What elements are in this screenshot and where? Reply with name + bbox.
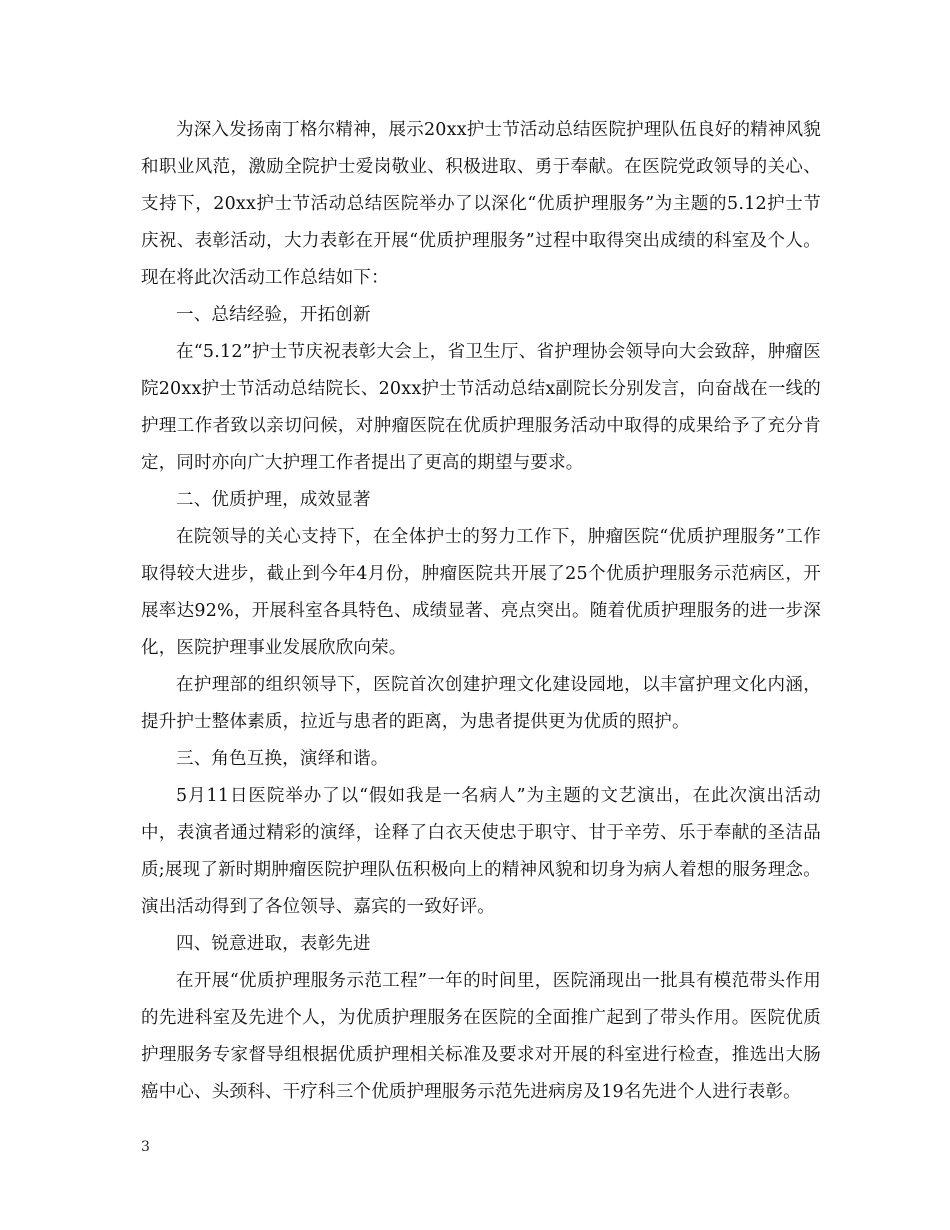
section-heading-1: 一、总结经验，开拓创新 — [176, 305, 371, 325]
section-heading-3: 三、角色互换，演绎和谐。 — [176, 749, 389, 769]
section-4-paragraph: 在开展“优质护理服务示范工程”一年的时间里，医院涌现出一批具有模范带头作用的先进科室及先进个人，为优质护理服务在医院的全面推广起到了带头作用。医院优质护理服务专家督导组根据优质护理相关标准及要求对开展的科室进行检查，推选出大肠癌中心、头颈科、干疗科三个优质护理服务示范先进病房及19名先进个人进行表彰。 — [141, 971, 821, 1102]
section-heading-2: 二、优质护理，成效显著 — [176, 490, 371, 510]
intro-paragraph: 为深入发扬南丁格尔精神，展示20xx护士节活动总结医院护理队伍良好的精神风貌和职业风范，激励全院护士爱岗敬业、积极进取、勇于奉献。在医院党政领导的关心、支持下，20xx护士节活动总结医院举办了以深化“优质护理服务”为主题的5.12护士节庆祝、表彰活动，大力表彰在开展“优质护理服务”过程中取得突出成绩的科室及个人。现在将此次活动工作总结如下： — [141, 120, 821, 288]
section-3-paragraph: 5月11日医院举办了以“假如我是一名病人”为主题的文艺演出，在此次演出活动中，表演者通过精彩的演绎，诠释了白衣天使忠于职守、甘于辛劳、乐于奉献的圣洁品质;展现了新时期肿瘤医院护理队伍积极向上的精神风貌和切身为病人着想的服务理念。 演出活动得到了各位领导、嘉宾的一致好评。 — [141, 786, 821, 917]
section-2-paragraph-2: 在护理部的组织领导下，医院首次创建护理文化建设园地，以丰富护理文化内涵，提升护士整体素质，拉近与患者的距离，为患者提供更为优质的照护。 — [141, 675, 821, 732]
section-1-paragraph: 在“5.12”护士节庆祝表彰大会上，省卫生厅、省护理协会领导向大会致辞，肿瘤医院20xx护士节活动总结院长、20xx护士节活动总结x副院长分别发言，向奋战在一线的护理工作者致以亲切问候，对肿瘤医院在优质护理服务活动中取得的成果给予了充分肯定，同时亦向广大护理工作者提出了更高的期望与要求。 — [141, 342, 821, 473]
section-heading-4: 四、锐意进取，表彰先进 — [176, 934, 371, 954]
page-number: 3 — [141, 1139, 150, 1155]
document-body — [141, 112, 821, 1111]
section-2-paragraph-1: 在院领导的关心支持下，在全体护士的努力工作下，肿瘤医院“优质护理服务”工作取得较大进步，截止到今年4月份，肿瘤医院共开展了25个优质护理服务示范病区，开展率达92%，开展科室各具特色、成绩显著、亮点突出。随着优质护理服务的进一步深化，医院护理事业发展欣欣向荣。 — [141, 527, 821, 658]
